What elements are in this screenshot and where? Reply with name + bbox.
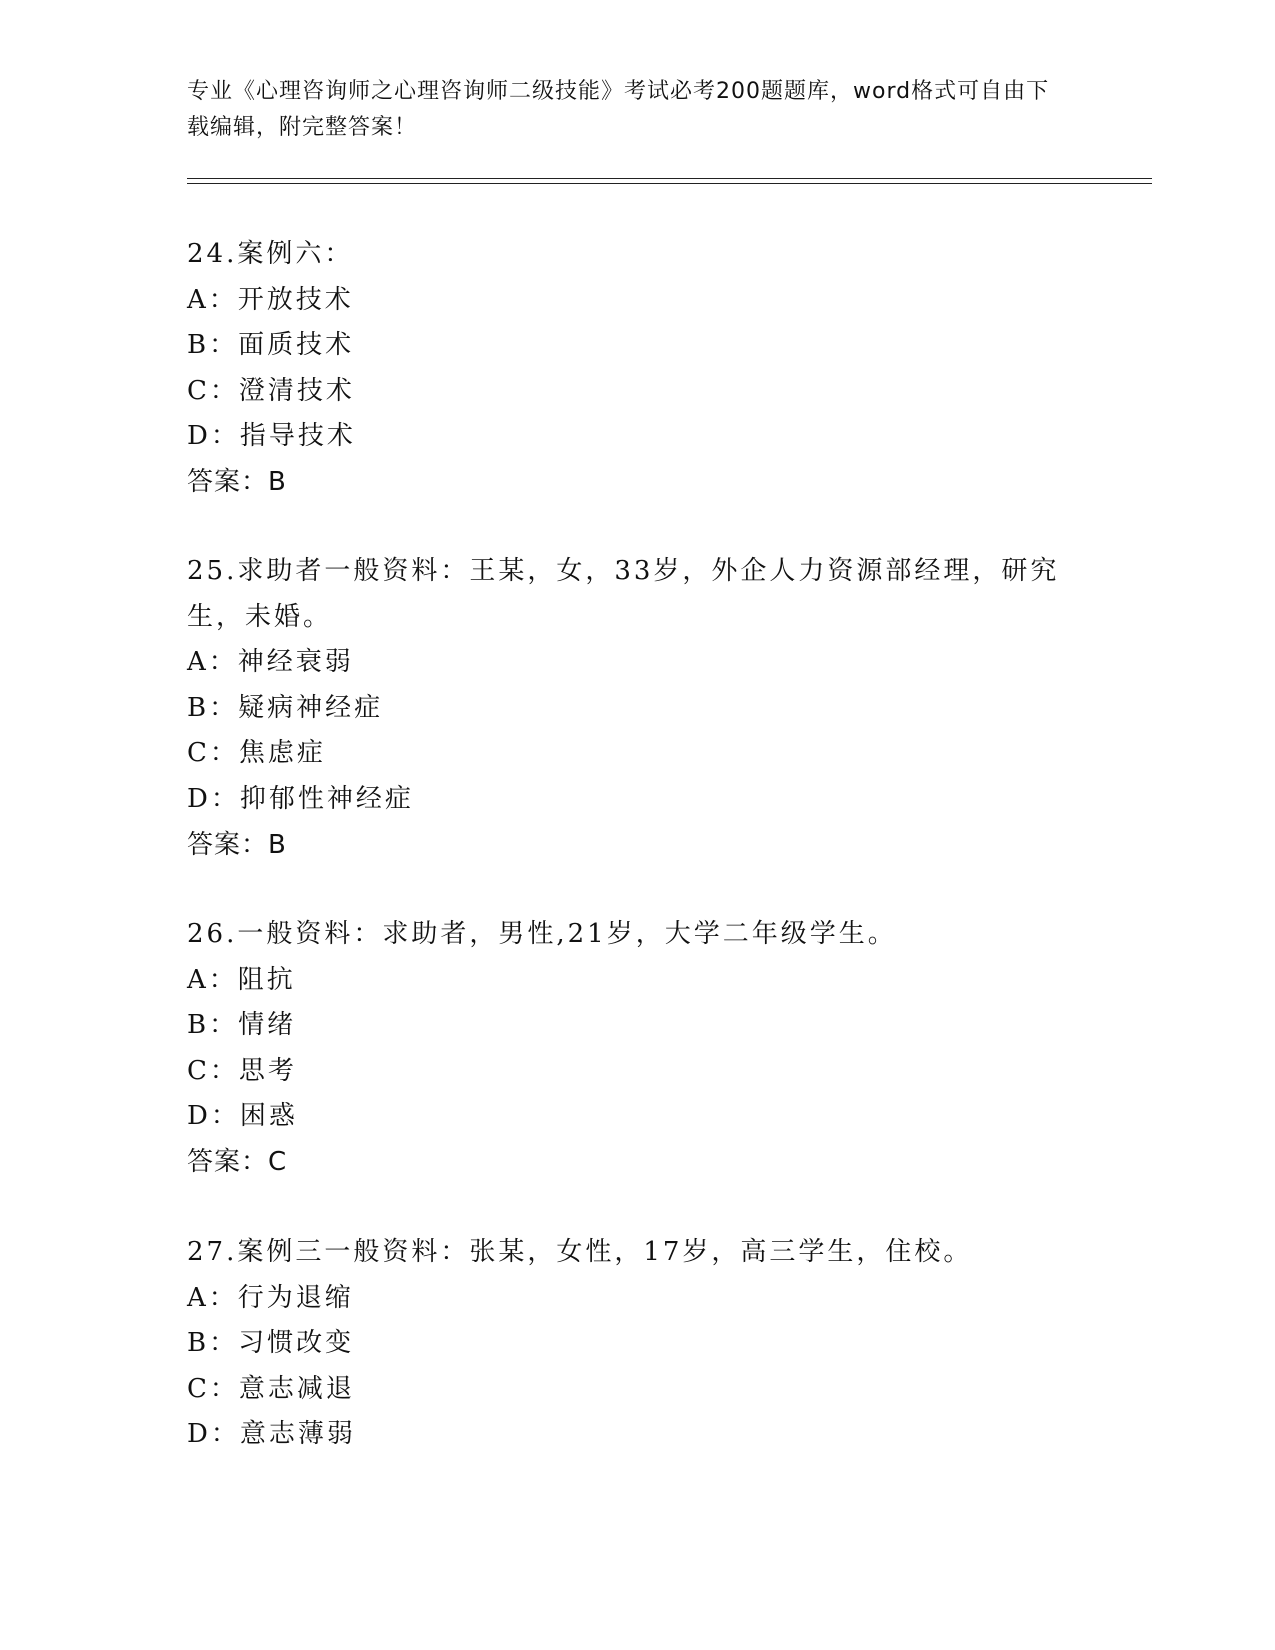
option-a: A：阻抗: [187, 964, 296, 995]
answer: 答案：B: [187, 829, 287, 860]
question-stem: 27.案例三一般资料：张某，女性，17岁，高三学生，住校。: [187, 1237, 973, 1267]
header-divider-top: [187, 178, 1152, 179]
question-27: [187, 1230, 1087, 1458]
option-a: A：开放技术: [187, 284, 354, 315]
option-d: D：抑郁性神经症: [187, 783, 414, 814]
option-c: C：焦虑症: [187, 738, 326, 769]
question-26: [187, 912, 1087, 1186]
option-b: B：面质技术: [187, 330, 355, 361]
option-d: D：指导技术: [187, 421, 356, 452]
document-header: 专业《心理咨询师之心理咨询师二级技能》考试必考200题题库，word格式可自由下载编辑，附完整答案！: [187, 79, 1050, 140]
option-b: B：疑病神经症: [187, 692, 384, 723]
option-c: C：意志减退: [187, 1373, 355, 1404]
option-d: D：困惑: [187, 1101, 298, 1132]
answer: 答案：C: [187, 1146, 288, 1177]
question-stem: 25.求助者一般资料：王某，女，33岁，外企人力资源部经理，研究生，未婚。: [187, 556, 1060, 632]
option-d: D：意志薄弱: [187, 1419, 356, 1450]
header-divider-bottom: [187, 183, 1152, 184]
option-a: A：行为退缩: [187, 1282, 354, 1313]
question-stem: 26.一般资料：求助者，男性,21岁，大学二年级学生。: [187, 919, 897, 949]
option-b: B：情绪: [187, 1010, 297, 1041]
answer: 答案：B: [187, 466, 287, 497]
option-b: B：习惯改变: [187, 1328, 355, 1359]
option-a: A：神经衰弱: [187, 647, 354, 678]
option-c: C：澄清技术: [187, 375, 355, 406]
question-24: [187, 232, 1087, 506]
question-25: [187, 549, 1087, 868]
question-stem: 24.案例六：: [187, 239, 354, 269]
option-c: C：思考: [187, 1055, 297, 1086]
